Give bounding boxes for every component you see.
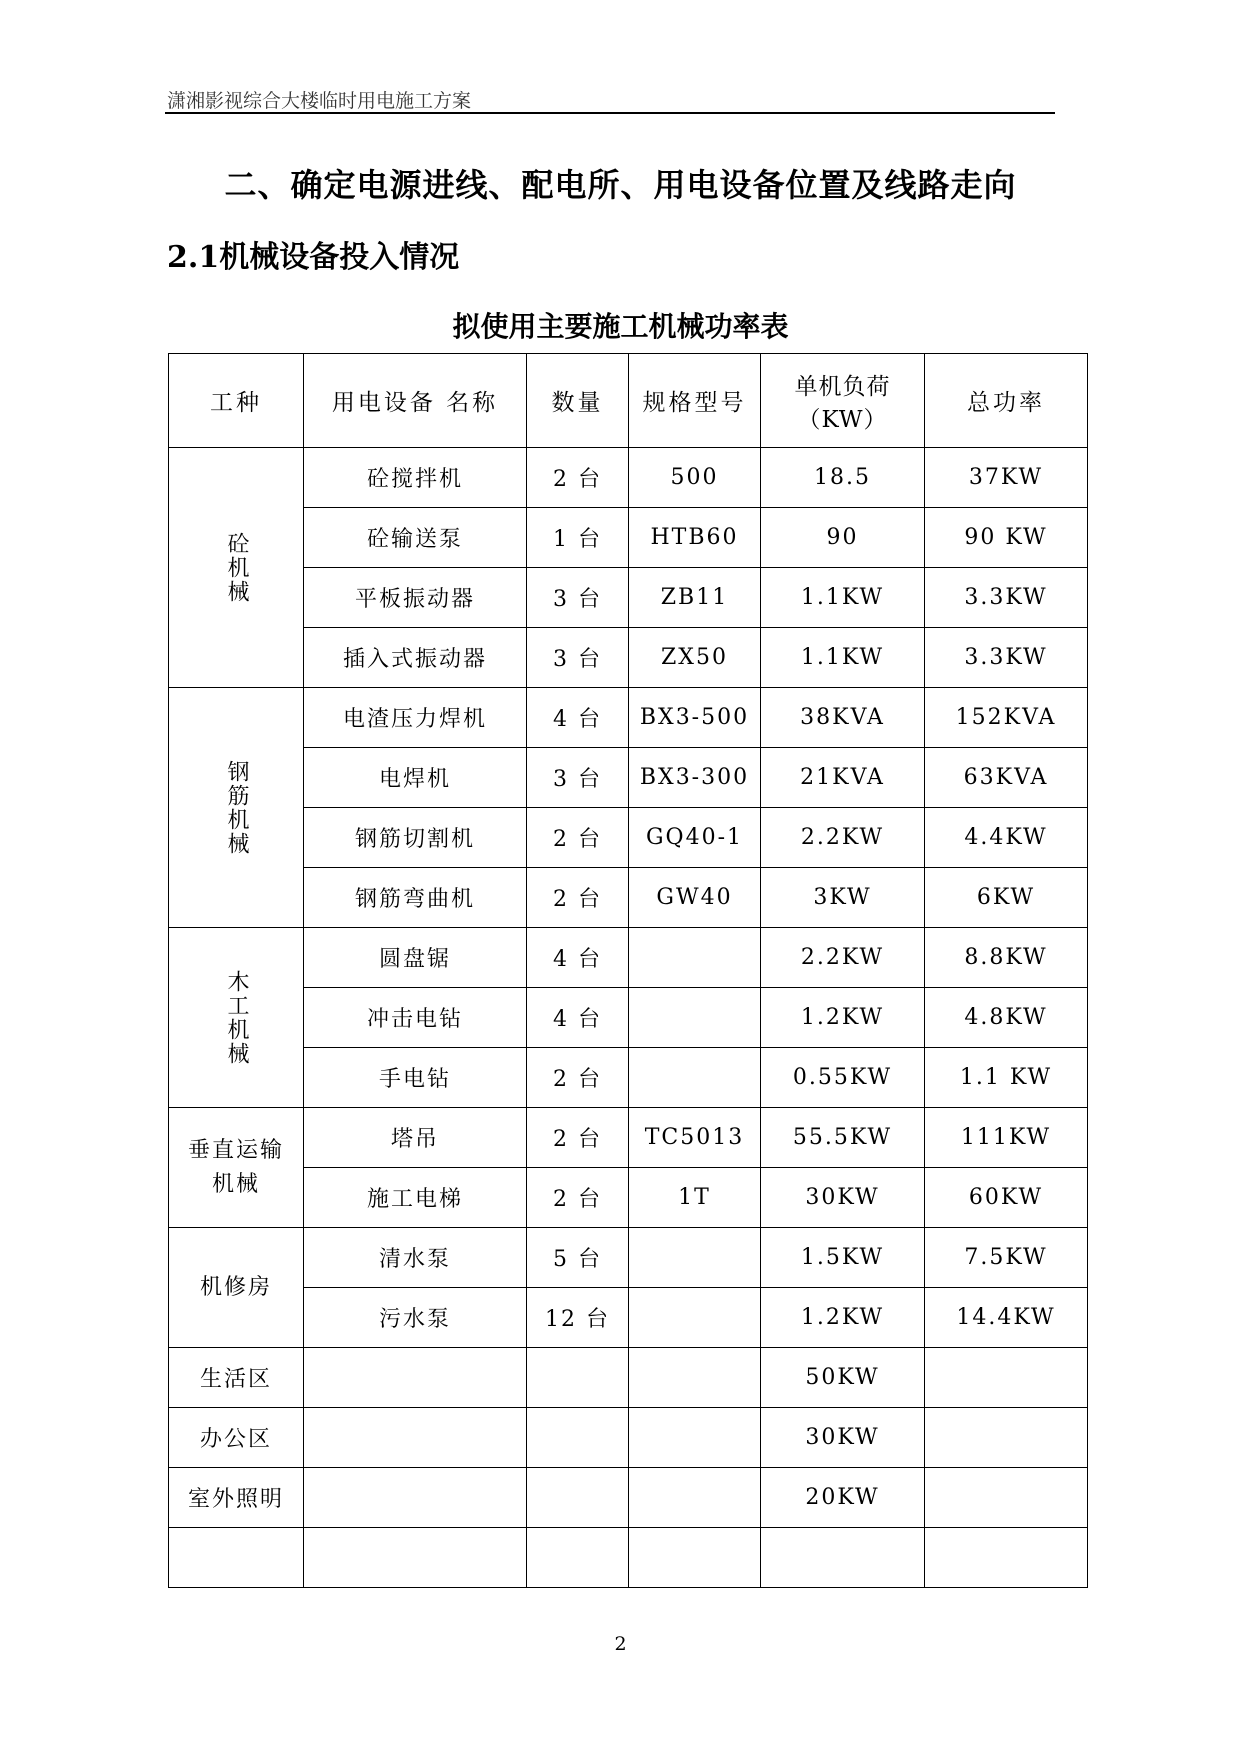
cell-qty: 1 台 — [527, 508, 629, 568]
cell-model: GW40 — [629, 868, 761, 928]
column-header: 工种 — [169, 354, 304, 448]
section-title: 2.1机械设备投入情况 — [167, 240, 460, 275]
cell-total: 4.8KW — [925, 988, 1088, 1048]
cell-name: 钢筋切割机 — [304, 808, 527, 868]
cell-unit-load — [761, 1528, 925, 1588]
cell-qty: 3 台 — [527, 568, 629, 628]
column-header: 单机负荷（KW） — [761, 354, 925, 448]
table-row — [169, 1108, 1088, 1168]
cell-qty: 4 台 — [527, 688, 629, 748]
cell-model — [629, 1048, 761, 1108]
cell-model — [629, 1288, 761, 1348]
cell-name: 砼输送泵 — [304, 508, 527, 568]
chapter-title: 二、确定电源进线、配电所、用电设备位置及线路走向 — [224, 166, 1017, 204]
category-cell — [169, 928, 304, 1108]
cell-qty: 2 台 — [527, 1048, 629, 1108]
cell-unit-load: 18.5 — [761, 448, 925, 508]
table-title: 拟使用主要施工机械功率表 — [452, 310, 789, 343]
header-rule — [165, 112, 1055, 114]
empty-cell — [925, 1348, 1088, 1408]
cell-name: 塔吊 — [304, 1108, 527, 1168]
cell-unit-load: 1.2KW — [761, 988, 925, 1048]
table-row — [169, 1288, 1088, 1348]
cell-unit-load: 1.5KW — [761, 1228, 925, 1288]
empty-cell — [304, 1408, 527, 1468]
cell-total: 152KVA — [925, 688, 1088, 748]
cell-total: 14.4KW — [925, 1288, 1088, 1348]
cell-qty: 3 台 — [527, 628, 629, 688]
empty-cell — [527, 1528, 629, 1588]
cell-qty: 5 台 — [527, 1228, 629, 1288]
cell-qty: 2 台 — [527, 1108, 629, 1168]
cell-qty: 2 台 — [527, 1168, 629, 1228]
empty-cell — [304, 1468, 527, 1528]
cell-unit-load: 2.2KW — [761, 928, 925, 988]
page-number: 2 — [614, 1633, 627, 1655]
empty-cell — [527, 1348, 629, 1408]
table-row — [169, 1168, 1088, 1228]
cell-qty: 3 台 — [527, 748, 629, 808]
cell-unit-load: 90 — [761, 508, 925, 568]
column-header: 规格型号 — [629, 354, 761, 448]
table-row — [169, 748, 1088, 808]
cell-qty: 2 台 — [527, 868, 629, 928]
cell-unit-load: 3KW — [761, 868, 925, 928]
table-row — [169, 928, 1088, 988]
cell-name: 插入式振动器 — [304, 628, 527, 688]
cell-model: TC5013 — [629, 1108, 761, 1168]
category-cell: 办公区 — [169, 1408, 304, 1468]
cell-qty: 2 台 — [527, 808, 629, 868]
cell-model: ZX50 — [629, 628, 761, 688]
cell-total: 6KW — [925, 868, 1088, 928]
cell-name: 钢筋弯曲机 — [304, 868, 527, 928]
power-table — [168, 353, 1088, 1588]
empty-cell — [629, 1528, 761, 1588]
cell-name: 冲击电钻 — [304, 988, 527, 1048]
cell-unit-load: 2.2KW — [761, 808, 925, 868]
category-label: 垂直运输机械 — [187, 1137, 284, 1197]
cell-total: 1.1 KW — [925, 1048, 1088, 1108]
table-row — [169, 808, 1088, 868]
cell-total: 3.3KW — [925, 568, 1088, 628]
cell-total: 7.5KW — [925, 1228, 1088, 1288]
category-label: 钢筋机械 — [224, 759, 249, 856]
column-header: 用电设备 名称 — [304, 354, 527, 448]
cell-name: 平板振动器 — [304, 568, 527, 628]
empty-cell — [304, 1528, 527, 1588]
cell-unit-load: 21KVA — [761, 748, 925, 808]
table-row — [169, 568, 1088, 628]
empty-cell — [925, 1528, 1088, 1588]
table-row — [169, 508, 1088, 568]
category-cell: 生活区 — [169, 1348, 304, 1408]
table-header-row — [169, 354, 1088, 448]
category-cell — [169, 448, 304, 688]
running-header: 潇湘影视综合大楼临时用电施工方案 — [167, 90, 472, 112]
empty-cell — [629, 1408, 761, 1468]
cell-unit-load: 1.1KW — [761, 568, 925, 628]
cell-total: 111KW — [925, 1108, 1088, 1168]
category-label: 机修房 — [199, 1274, 272, 1300]
cell-model: 500 — [629, 448, 761, 508]
cell-name: 清水泵 — [304, 1228, 527, 1288]
table-row — [169, 988, 1088, 1048]
cell-model: BX3-500 — [629, 688, 761, 748]
table-row — [169, 688, 1088, 748]
cell-name: 污水泵 — [304, 1288, 527, 1348]
cell-model — [629, 928, 761, 988]
cell-qty: 12 台 — [527, 1288, 629, 1348]
empty-cell — [629, 1468, 761, 1528]
cell-total: 63KVA — [925, 748, 1088, 808]
cell-unit-load: 50KW — [761, 1348, 925, 1408]
cell-unit-load: 38KVA — [761, 688, 925, 748]
cell-name: 砼搅拌机 — [304, 448, 527, 508]
cell-model: BX3-300 — [629, 748, 761, 808]
column-header: 总功率 — [925, 354, 1088, 448]
cell-total: 8.8KW — [925, 928, 1088, 988]
category-cell — [169, 1528, 304, 1588]
empty-cell — [527, 1408, 629, 1468]
cell-name: 电焊机 — [304, 748, 527, 808]
cell-model — [629, 1228, 761, 1288]
category-label: 砼机械 — [224, 531, 249, 604]
table-row — [169, 868, 1088, 928]
table-row — [169, 1228, 1088, 1288]
cell-model: ZB11 — [629, 568, 761, 628]
cell-total: 3.3KW — [925, 628, 1088, 688]
cell-qty: 2 台 — [527, 448, 629, 508]
table-row — [169, 1408, 1088, 1468]
column-header: 数量 — [527, 354, 629, 448]
cell-unit-load: 30KW — [761, 1168, 925, 1228]
category-cell: 室外照明 — [169, 1468, 304, 1528]
cell-model: 1T — [629, 1168, 761, 1228]
cell-name: 电渣压力焊机 — [304, 688, 527, 748]
cell-model — [629, 988, 761, 1048]
cell-name: 圆盘锯 — [304, 928, 527, 988]
cell-unit-load: 1.1KW — [761, 628, 925, 688]
cell-unit-load: 30KW — [761, 1408, 925, 1468]
category-label: 木工机械 — [224, 969, 249, 1066]
empty-cell — [925, 1408, 1088, 1468]
cell-total: 60KW — [925, 1168, 1088, 1228]
cell-name: 施工电梯 — [304, 1168, 527, 1228]
empty-cell — [629, 1348, 761, 1408]
category-cell — [169, 688, 304, 928]
cell-unit-load: 1.2KW — [761, 1288, 925, 1348]
category-cell — [169, 1108, 304, 1228]
cell-unit-load: 0.55KW — [761, 1048, 925, 1108]
cell-total: 90 KW — [925, 508, 1088, 568]
table-row — [169, 1048, 1088, 1108]
cell-name: 手电钻 — [304, 1048, 527, 1108]
cell-model: GQ40-1 — [629, 808, 761, 868]
cell-unit-load: 55.5KW — [761, 1108, 925, 1168]
category-cell — [169, 1228, 304, 1348]
cell-qty: 4 台 — [527, 928, 629, 988]
cell-total: 37KW — [925, 448, 1088, 508]
table-row — [169, 1468, 1088, 1528]
table-row — [169, 1348, 1088, 1408]
empty-cell — [925, 1468, 1088, 1528]
table-row — [169, 448, 1088, 508]
cell-model: HTB60 — [629, 508, 761, 568]
cell-unit-load: 20KW — [761, 1468, 925, 1528]
cell-qty: 4 台 — [527, 988, 629, 1048]
empty-cell — [304, 1348, 527, 1408]
cell-total: 4.4KW — [925, 808, 1088, 868]
empty-cell — [527, 1468, 629, 1528]
table-row — [169, 628, 1088, 688]
table-row — [169, 1528, 1088, 1588]
